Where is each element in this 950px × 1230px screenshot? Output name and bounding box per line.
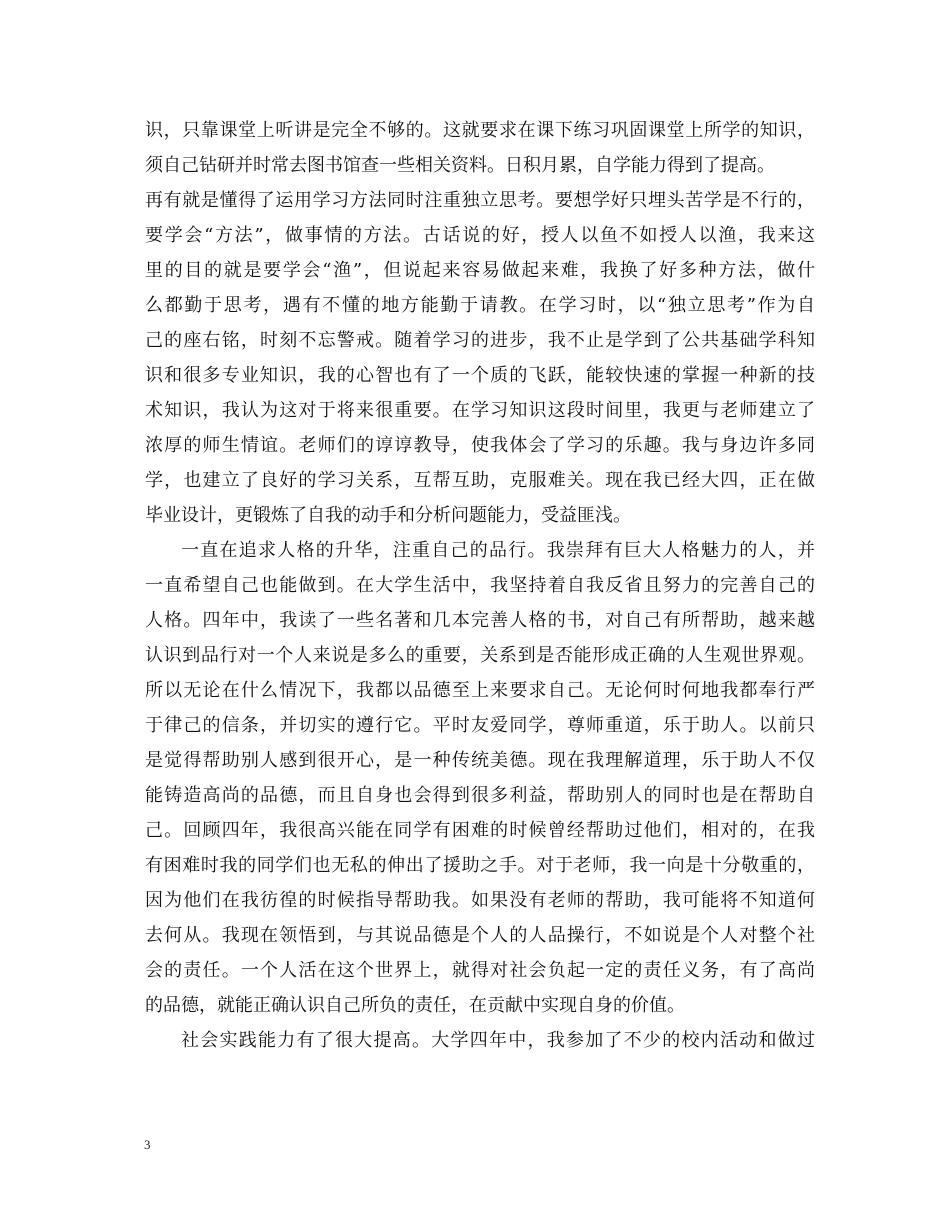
text-line: 会的责任。一个人活在这个世界上，就得对社会负起一定的责任义务，有了高尚 <box>145 960 815 981</box>
text-line: 学，也建立了良好的学习关系，互帮互助，克服难关。现在我已经大四，正在做 <box>145 470 815 491</box>
text-line: 浓厚的师生情谊。老师们的谆谆教导，使我体会了学习的乐趣。我与身边许多同 <box>145 435 815 456</box>
text-line: 己的座右铭，时刻不忘警戒。随着学习的进步，我不止是学到了公共基础学科知 <box>145 330 815 351</box>
text-line: 一直希望自己也能做到。在大学生活中，我坚持着自我反省且努力的完善自己的 <box>145 575 815 596</box>
text-line: 识，只靠课堂上听讲是完全不够的。这就要求在课下练习巩固课堂上所学的知识， <box>145 120 815 141</box>
text-line: 是觉得帮助别人感到很开心，是一种传统美德。现在我理解道理，乐于助人不仅 <box>145 750 815 771</box>
paragraph-start-line: 社会实践能力有了很大提高。大学四年中，我参加了不少的校内活动和做过 <box>181 1030 815 1051</box>
text-line: 毕业设计，更锻炼了自我的动手和分析问题能力，受益匪浅。 <box>145 505 631 526</box>
text-line: 须自己钻研并时常去图书馆查一些相关资料。日积月累，自学能力得到了提高。 <box>145 155 775 176</box>
text-line: 于律己的信条，并切实的遵行它。平时友爱同学，尊师重道，乐于助人。以前只 <box>145 715 815 736</box>
page-number: 3 <box>144 1137 151 1152</box>
text-line: 己。回顾四年，我很高兴能在同学有困难的时候曾经帮助过他们，相对的，在我 <box>145 820 815 841</box>
text-line: 去何从。我现在领悟到，与其说品德是个人的人品操行，不如说是个人对整个社 <box>145 925 815 946</box>
text-line: 识和很多专业知识，我的心智也有了一个质的飞跃，能较快速的掌握一种新的技 <box>145 365 815 386</box>
text-line: 么都勤于思考，遇有不懂的地方能勤于请教。在学习时，以“独立思考”作为自 <box>145 295 815 316</box>
text-line: 人格。四年中，我读了一些名著和几本完善人格的书，对自己有所帮助，越来越 <box>145 610 815 631</box>
text-line: 术知识，我认为这对于将来很重要。在学习知识这段时间里，我更与老师建立了 <box>145 400 815 421</box>
text-line: 要学会“方法”，做事情的方法。古话说的好，授人以鱼不如授人以渔，我来这 <box>145 225 815 246</box>
text-line: 的品德，就能正确认识自己所负的责任，在贡献中实现自身的价值。 <box>145 995 685 1016</box>
text-line: 因为他们在我彷徨的时候指导帮助我。如果没有老师的帮助，我可能将不知道何 <box>145 890 815 911</box>
text-line: 里的目的就是要学会“渔”，但说起来容易做起来难，我换了好多种方法，做什 <box>145 260 815 281</box>
text-line: 再有就是懂得了运用学习方法同时注重独立思考。要想学好只埋头苦学是不行的， <box>145 190 815 211</box>
text-line: 有困难时我的同学们也无私的伸出了援助之手。对于老师，我一向是十分敬重的， <box>145 855 815 876</box>
text-line: 认识到品行对一个人来说是多么的重要，关系到是否能形成正确的人生观世界观。 <box>145 645 815 666</box>
paragraph-start-line: 一直在追求人格的升华，注重自己的品行。我崇拜有巨大人格魅力的人，并 <box>181 540 815 561</box>
text-line: 能铸造高尚的品德，而且自身也会得到很多利益，帮助别人的同时也是在帮助自 <box>145 785 815 806</box>
body-text <box>145 113 815 1058</box>
text-line: 所以无论在什么情况下，我都以品德至上来要求自己。无论何时何地我都奉行严 <box>145 680 815 701</box>
